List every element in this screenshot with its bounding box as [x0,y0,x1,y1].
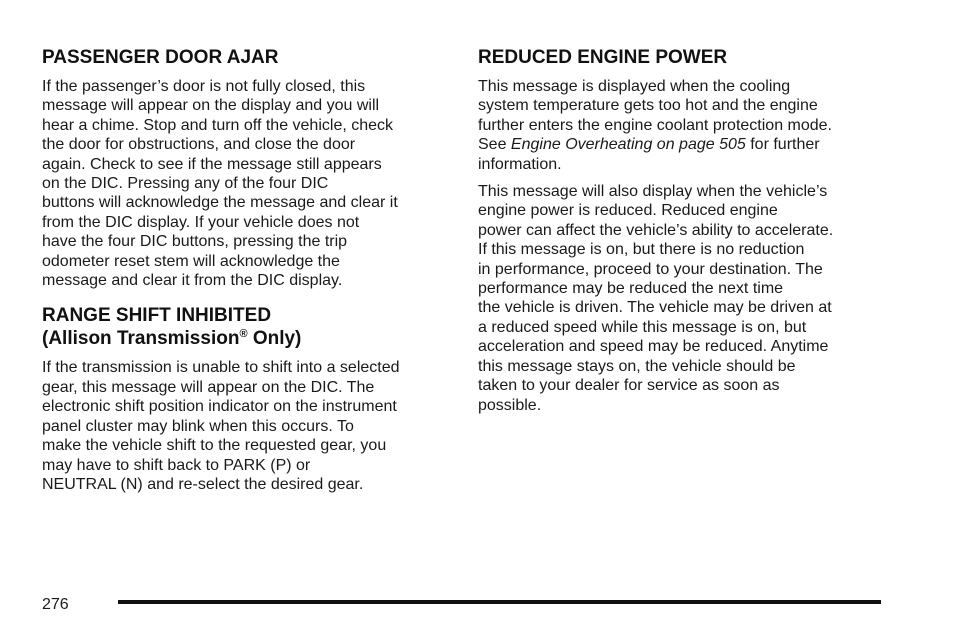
body-line: make the vehicle shift to the requested gear, you [42,437,387,455]
body-line: a reduced speed while this message is on, but [478,318,807,336]
body-line: further enters the engine coolant protection mode. [478,116,832,134]
body-line: taken to your dealer for service as soon as [478,377,780,395]
right-column [478,46,888,415]
body-line: If the passenger’s door is not fully closed, this [42,78,366,95]
passenger-door-ajar-body [42,77,452,290]
body-line: the vehicle is driven. The vehicle may be driven at [478,299,832,317]
body-line: possible. [478,396,542,414]
body-line: If the transmission is unable to shift into a selected [42,359,400,377]
body-line: in performance, proceed to your destination. The [478,260,823,278]
cross-reference-link[interactable]: Engine Overheating on page 505 [510,136,746,154]
reduced-engine-power-para-2 [478,182,888,415]
body-line: panel cluster may blink when this occurs. To [42,417,354,435]
body-line: acceleration and speed may be reduced. Anytime [478,338,829,356]
body-line: hear a chime. Stop and turn off the vehicle, check [42,116,394,134]
body-line: message and clear it from the DIC display. [42,272,343,290]
body-line: may have to shift back to PARK (P) or [42,456,311,474]
see-text: for further [745,136,820,154]
body-line: information. [478,155,562,173]
body-line: buttons will acknowledge the message and clear it [42,194,398,212]
reduced-engine-power-para-1 [478,77,888,174]
see-text: See [478,136,511,154]
left-column [42,46,452,494]
body-line: this message stays on, the vehicle should be [478,357,796,375]
body-line: message will appear on the display and you will [42,97,380,115]
body-line: engine power is reduced. Reduced engine [478,202,778,220]
section-heading-reduced-engine-power: REDUCED ENGINE POWER [478,47,728,68]
section-heading-range-shift-inhibited [42,304,452,350]
body-line: on the DIC. Pressing any of the four DIC [42,175,329,193]
body-line: system temperature gets too hot and the engine [478,97,818,115]
body-line: If this message is on, but there is no reduction [478,241,805,259]
body-line: gear, this message will appear on the DIC. The [42,378,375,396]
body-line: This message is displayed when the cooling [478,78,791,95]
body-line: have the four DIC buttons, pressing the trip [42,233,348,251]
body-line: odometer reset stem will acknowledge the [42,252,340,270]
body-line: from the DIC display. If your vehicle does not [42,213,360,231]
body-line: again. Check to see if the message still appears [42,155,382,173]
body-line: performance may be reduced the next time [478,280,784,298]
heading-text: (Allison Transmission [42,328,240,350]
heading-text: Only) [247,328,302,350]
page-number: 276 [42,596,69,613]
range-shift-inhibited-body [42,358,452,494]
body-line: the door for obstructions, and close the door [42,136,356,154]
footer-rule [118,600,881,604]
body-line: power can affect the vehicle’s ability to accelerate. [478,221,834,239]
body-line: NEUTRAL (N) and re-select the desired gear. [42,475,364,493]
heading-line-allison [42,327,452,350]
body-line: This message will also display when the vehicle’s [478,183,828,201]
section-heading-passenger-door-ajar: PASSENGER DOOR AJAR [42,47,279,68]
registered-mark: ® [239,328,248,341]
body-line: electronic shift position indicator on the instrument [42,398,397,416]
heading-line: RANGE SHIFT INHIBITED [42,305,272,327]
